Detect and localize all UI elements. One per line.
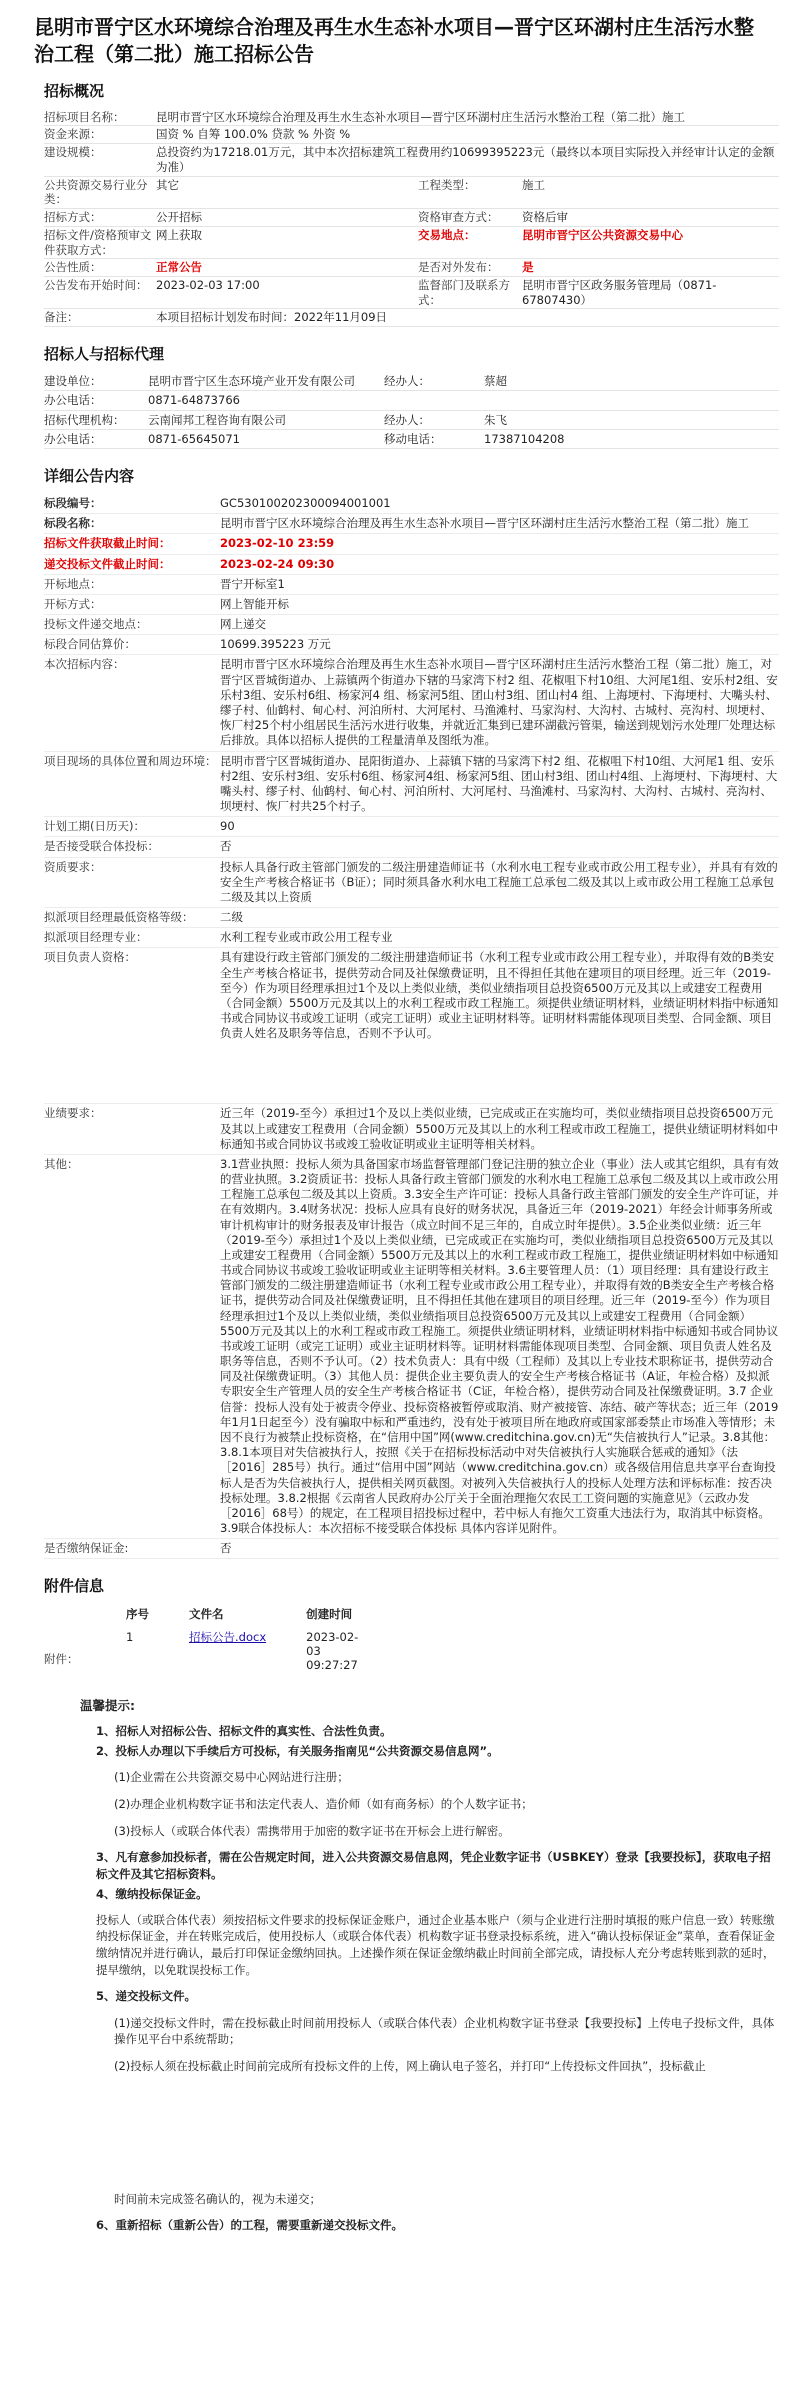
attachments-table [104,1604,380,1676]
detail-label: 项目负责人资格： [44,950,136,965]
detail-table [44,494,779,1559]
tip-sub: 时间前未完成签名确认的，视为未递交； [114,2191,321,2206]
detail-value: 否 [220,839,232,854]
attachment-link[interactable]: 招标公告.docx [189,1629,267,1644]
tip-sub: 投标人（或联合体代表）须按招标文件要求的投标保证金账户，通过企业基本账户（须与企业进行注册时填报的账户信息一致）转账缴纳投标保证金，并在转账完成后，使用投标人（或联合体代表）机构数字证书登录投标系统，进入“确认投标保证金”菜单，查看保证金缴纳情况并进行确认，最后打印保证金缴纳回执。上述操作须在保证金缴纳截止时间前全部完成，请投标人充分考虑转账到款的延时，提早缴纳，以免耽误投标工作。 [96,1912,775,1977]
label: 经办人： [384,372,484,391]
tip-sub: (1)企业需在公共资源交易中心网站进行注册； [114,1770,349,1785]
detail-row [44,1104,779,1155]
label: 建设规模： [44,144,156,176]
detail-row [44,554,779,574]
label: 建设单位： [44,372,148,391]
detail-label: 是否缴纳保证金: [44,1541,129,1556]
detail-value: 昆明市晋宁区晋城街道办、昆阳街道办、上蒜镇下辖的马家湾下村2 组、花椒咀下村10组、大河尾1 组、安乐村2组、安乐村3组、安乐村6组、杨家河4组、杨家河5组、团山村3组、团山村4组、上海埂村、下海埂村、大嘴头村、缪子村、仙鹤村、甸心村、河泊所村、大河尾村、马渔滩村、马家沟村、大沟村、古城村、亮沟村、坝埂村、恢厂村共25个村子。 [220,753,778,814]
label: 工程类型： [418,176,522,208]
detail-label: 标段名称： [44,516,102,531]
tips [96,1723,776,2233]
detail-row [44,1539,779,1559]
detail-value: 否 [220,1541,232,1556]
column-header: 创建时间 [306,1607,353,1622]
mobile: 17387104208 [484,429,779,448]
label: 经办人： [384,410,484,429]
trade-center: 昆明市晋宁区公共资源交易中心 [522,226,779,258]
detail-value: 2023-02-24 09:30 [220,556,335,571]
attachment-no: 1 [126,1629,134,1644]
detail-label: 是否接受联合体投标： [44,839,159,854]
detail-label: 投标文件递交地点： [44,617,148,632]
tip-sub: (3)投标人（或联合体代表）需携带用于加密的数字证书在开标会上进行解密。 [114,1823,510,1838]
detail-label: 拟派项目经理最低资格等级： [44,910,194,925]
detail-label: 标段编号： [44,496,102,511]
detail-value: 晋宁开标室1 [220,576,285,591]
label: 公告性质： [44,259,156,277]
qual-method: 资格后审 [522,209,779,227]
detail-row [44,655,779,751]
detail-row [44,574,779,594]
detail-value: 2023-02-10 23:59 [220,536,335,551]
attachment-time: 2023-02-03 09:27:27 [306,1629,359,1673]
detail-value: 90 [220,819,235,834]
overview-table [44,109,779,327]
doc-method: 网上获取 [156,226,418,258]
tip-sub: (2)投标人须在投标截止时间前完成所有投标文件的上传，网上确认电子签名，并打印“上传投标文件回执”，投标截止 [114,2058,706,2073]
detail-label: 招标文件获取截止时间： [44,536,171,551]
foreign: 是 [522,259,779,277]
attachment-label: 附件： [44,1652,79,1667]
label: 资格审查方式： [418,209,522,227]
detail-row [44,1154,779,1538]
label: 办公电话： [44,391,148,410]
detail-row [44,514,779,534]
project-name: 昆明市晋宁区水环境综合治理及再生水生态补水项目—晋宁区环湖村庄生活污水整治工程（第二批）施工 [156,109,779,126]
column-header: 序号 [126,1607,149,1622]
detail-value: 10699.395223 万元 [220,637,331,652]
label: 办公电话： [44,429,148,448]
detail-row [44,635,779,655]
tip-item: 5、递交投标文件。 [96,1989,197,2004]
tip-item: 3、凡有意参加投标者，需在公告规定时间，进入公共资源交易信息网，凭企业数字证书（USBKEY）登录【我要投标】，获取电子招标文件及其它招标资料。 [96,1850,771,1881]
agent: 云南闻邦工程咨询有限公司 [148,410,384,429]
detail-label: 开标方式： [44,596,102,611]
label: 备注： [44,309,156,327]
detail-label: 拟派项目经理专业： [44,930,148,945]
detail-label: 资质要求： [44,859,102,874]
label: 交易地点： [418,226,522,258]
detail-value: 昆明市晋宁区水环境综合治理及再生水生态补水项目—晋宁区环湖村庄生活污水整治工程（第二批）施工 [220,516,749,531]
agent-phone: 0871-65645071 [148,429,384,448]
overview-heading: 招标概况 [44,82,105,100]
label: 资金来源： [44,126,156,144]
detail-row [44,908,779,928]
tip-item: 2、投标人办理以下手续后方可投标，有关服务指南见“公共资源交易信息网”。 [96,1744,499,1759]
table-row [104,1627,380,1676]
attachments-heading: 附件信息 [44,1577,105,1596]
detail-value: 网上递交 [220,617,266,632]
detail-heading: 详细公告内容 [44,467,135,486]
detail-row [44,837,779,857]
label: 公告发布开始时间： [44,276,156,308]
detail-value: 投标人具备行政主管部门颁发的二级注册建造师证书（水利水电工程专业或市政公用工程专业），并具有有效的安全生产考核合格证书（B证）；同时须具备水利水电工程施工总承包二级及其以上或市政公用工程施工总承包二级及其以上资质 [220,859,778,904]
detail-row [44,751,779,817]
detail-row [44,594,779,614]
label: 移动电话： [384,429,484,448]
detail-label: 计划工期(日历天)： [44,819,145,834]
detail-row [44,857,779,908]
owner-manager: 蔡超 [484,372,779,391]
owner: 昆明市晋宁区生态环境产业开发有限公司 [148,372,384,391]
label: 招标代理机构： [44,410,148,429]
detail-label: 标段合同估算价： [44,637,136,652]
category: 其它 [156,176,418,208]
label: 招标文件/资格预审文件获取方式： [44,226,156,258]
supervisor: 昆明市晋宁区政务服务管理局（0871-67807430） [522,276,779,308]
detail-label: 其他： [44,1156,79,1171]
detail-value: 昆明市晋宁区水环境综合治理及再生水生态补水项目—晋宁区环湖村庄生活污水整治工程（第二批）施工，对晋宁区晋城街道办、上蒜镇两个街道办下辖的马家湾下村2 组、花椒咀下村10组、大河尾1组、安乐村2组、安乐村3组、安乐村6组、杨家河4 组、杨家河5组、团山村3组、团山村4 组、上海埂村、下海埂村、大嘴头村、缪子村、仙鹤村、甸心村、河泊所村、大河尾村、马渔滩村、马家沟村、大沟村、古城村、亮沟村、坝埂村、恢厂村25个村小组居民生活污水进行收集，并就近汇集到已建环湖截污管渠，输送到规划污水处理厂处理达标后排放。具体以招标人提供的工程量清单及图纸为准。 [220,657,778,748]
owner-phone: 0871-64873766 [148,391,779,410]
detail-row [44,494,779,514]
detail-value: 3.1营业执照：投标人须为具备国家市场监督管理部门登记注册的独立企业（事业）法人或其它组织，具有有效的营业执照。3.2资质证书：投标人具备行政主管部门颁发的水利水电工程施工总承包二级及其以上或市政公用工程施工总承包二级及其以上资质。3.3安全生产许可证：投标人具备行政主管部门颁发的安全生产许可证，并在有效期内。3.4财务状况：投标人应具有良好的财务状况，具备近三年（2019-2021）年经会计师事务所或审计机构审计的财务报表及审计报告（成立时间不足三年的，自成立时年提供）。3.5企业类似业绩：近三年（2019-至今）承担过1个及以上类似业绩，已完成或正在实施均可，类似业绩指项目总投资6500万元及其以上或建安工程费用（合同金额）5500万元及其以上的水利工程或市政工程施工，提供业绩证明材料如中标通知书或合同协议书或竣工验收证明或业主证明等相关材料。3.6主要管理人员：（1）项目经理：具有建设行政主管部门颁发的二级注册建造师证书（水利工程专业或市政公用工程专业），并取得有效的B类安全生产考核合格证书，提供劳动合同及社保缴费证明，且不得担任其他在建项目的项目经理。近三年（2019-至今）作为项目经理承担过1个及以上类似业绩，类似业绩指项目总投资6500万元及其以上或建安工程费用（合同金额）5500万元及其以上的水利工程或市政工程施工。须提供业绩证明材料，业绩证明材料指中标通知书或合同协议书或竣工证明（或完工证明）或业主证明材料等。证明材料需能体现项目类型、合同金额、项目负责人姓名及职务等信息，否则不予认可。（2）技术负责人：具有中级（工程师）及其以上专业技术职称证书，提供劳动合同及社保缴费证明。（3）其他人员：提供企业主要负责人的安全生产考核合格证书（A证，年检合格）及拟派专职安全生产管理人员的安全生产考核合格证书（C证，年检合格），提供劳动合同及社保缴费证明。3.7 企业信誉：投标人没有处于被责令停业、投标资格被暂停或取消、财产被接管、冻结、破产等状态；近三年（2019年1月1日起至今）没有骗取中标和严重违约，没有处于被项目所在地政府或国家部委禁止市场准入等情形；未因不良行为被禁止投标资格，在“信用中国”网(www.creditchina.gov.cn)无“失信被执行人”记录。3.8其他：3.8.1本项目对失信被执行人，按照《关于在招标投标活动中对失信被执行人实施联合惩戒的通知》（法［2016］285号）执行。通过“信用中国”网站（www.creditchina.gov.cn）或各级信用信息共享平台查询投标人是否为失信被执行人，提供相关网页截图。对被列入失信被执行人的投标人处理方法和评标标准：按否决投标处理。3.8.2根据《云南省人民政府办公厅关于全面治理拖欠农民工工资问题的实施意见》（云政办发［2016］68号）的规定，在工程项目招投标过程中，若中标人有拖欠工资重大违法行为，取消其中标资格。3.9联合体投标人：本次招标不接受联合体投标 具体内容详见附件。 [220,1156,779,1536]
contacts-heading: 招标人与招标代理 [44,345,165,364]
label: 公共资源交易行业分类： [44,176,156,208]
detail-row [44,534,779,554]
detail-value: 具有建设行政主管部门颁发的二级注册建造师证书（水利工程专业或市政公用工程专业），并取得有效的B类安全生产考核合格证书，提供劳动合同及社保缴费证明，且不得担任其他在建项目的项目经理。近三年（2019-至今）作为项目经理承担过1个及以上类似业绩，类似业绩指项目总投资6500万元及其以上或建安工程费用（合同金额）5500万元及其以上的水利工程或市政工程施工。须提供业绩证明材料，业绩证明材料指中标通知书或合同协议书或竣工证明（或完工证明）或业主证明材料等。证明材料需能体现项目类型、合同金额、项目负责人姓名及职务等信息，否则不予认可。 [220,950,779,1041]
detail-value: GC5301002023000940010​01 [220,496,391,511]
detail-row [44,948,779,1104]
detail-value: 二级 [220,910,243,925]
publish-time: 2023-02-03 17:00 [156,276,418,308]
detail-row [44,615,779,635]
project-type: 施工 [522,176,779,208]
tip-item: 1、招标人对招标公告、招标文件的真实性、合法性负责。 [96,1724,392,1739]
detail-row [44,928,779,948]
detail-label: 开标地点： [44,576,102,591]
label: 监督部门及联系方式： [418,276,522,308]
column-header: 文件名 [189,1607,224,1622]
label: 是否对外发布： [418,259,522,277]
detail-label: 项目现场的具体位置和周边环境： [44,753,217,768]
tip-sub: (2)办理企业机构数字证书和法定代表人、造价师（如有商务标）的个人数字证书； [114,1797,533,1812]
detail-value: 近三年（2019-至今）承担过1个及以上类似业绩，已完成或正在实施均可，类似业绩指项目总投资6500万元及其以上或建安工程费用（合同金额）5500万元及其以上的水利工程或市政工程施工，提供业绩证明材料如中标通知书或合同协议书或竣工验收证明或业主证明等相关材料。 [220,1106,779,1151]
agent-manager: 朱飞 [484,410,779,429]
tip-item: 6、重新招标（重新公告）的工程，需要重新递交投标文件。 [96,2218,403,2233]
tips-heading: 温馨提示: [80,1697,135,1713]
detail-label: 递交投标文件截止时间： [44,556,171,571]
funds: 国资 % 自筹 100.0% 贷款 % 外资 % [156,126,779,144]
nature: 正常公告 [156,259,418,277]
label: 招标项目名称： [44,109,156,126]
detail-value: 网上智能开标 [220,596,289,611]
scale: 总投资约为17218.01万元，其中本次招标建筑工程费用约10699395223元（最终以本项目实际投入并经审计认定的金额为准） [156,144,779,176]
tip-sub: (1)递交投标文件时，需在投标截止时间前用投标人（或联合体代表）企业机构数字证书登录【我要投标】上传电子投标文件，具体操作见平台中系统帮助； [114,2015,775,2047]
detail-row [44,817,779,837]
label: 招标方式： [44,209,156,227]
contacts-table [44,372,779,450]
tip-item: 4、缴纳投标保证金。 [96,1886,208,1901]
page-title: 昆明市晋宁区水环境综合治理及再生水生态补水项目—晋宁区环湖村庄生活污水整治工程（第二批）施工招标公告 [34,15,754,66]
remark: 本项目招标计划发布时间：2022年11月09日 [156,309,779,327]
method: 公开招标 [156,209,418,227]
detail-label: 本次招标内容： [44,657,125,672]
detail-value: 水利工程专业或市政公用工程专业 [220,930,393,945]
detail-label: 业绩要求： [44,1106,102,1121]
